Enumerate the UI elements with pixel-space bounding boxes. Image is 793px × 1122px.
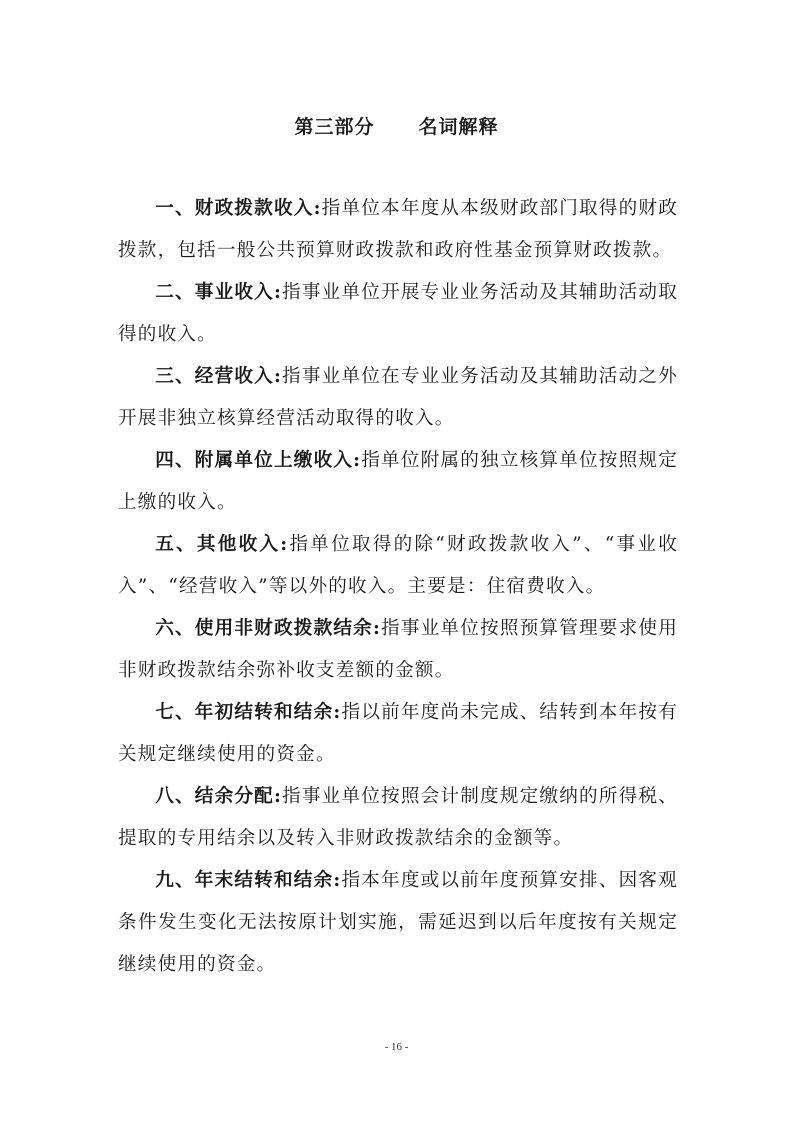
definition-text: 指以前年度尚未完成、结转到本年按有关规定继续使用的资金。	[118, 702, 678, 765]
definition-term: 六、使用非财政拨款结余:	[155, 618, 382, 639]
page-number: - 16 -	[384, 1041, 409, 1053]
definition-term: 七、年初结转和结余:	[155, 702, 342, 723]
definitions-list	[118, 188, 678, 986]
title-part: 第三部分	[294, 116, 375, 138]
page-title	[0, 112, 793, 139]
definition-item	[118, 188, 678, 272]
definition-item	[118, 776, 678, 860]
definition-item	[118, 440, 678, 524]
title-heading: 名词解释	[418, 116, 499, 138]
definition-item	[118, 272, 678, 356]
definition-term: 四、附属单位上缴收入:	[155, 450, 362, 471]
definition-term: 三、经营收入:	[155, 366, 283, 387]
definition-term: 五、其他收入:	[155, 534, 289, 555]
definition-text: 指事业单位在专业业务活动及其辅助活动之外开展非独立核算经营活动取得的收入。	[118, 366, 678, 429]
definition-text: 指本年度或以前年度预算安排、因客观条件发生变化无法按原计划实施，需延迟到以后年度按有关规定继续使用的资金。	[118, 870, 678, 975]
definition-text: 指事业单位按照预算管理要求使用非财政拨款结余弥补收支差额的金额。	[118, 618, 678, 681]
definition-text: 指单位附属的独立核算单位按照规定上缴的收入。	[118, 450, 678, 513]
definition-item	[118, 356, 678, 440]
definition-item	[118, 608, 678, 692]
definition-text: 指事业单位按照会计制度规定缴纳的所得税、提取的专用结余以及转入非财政拨款结余的金额等。	[118, 786, 678, 849]
definition-term: 九、年末结转和结余:	[155, 870, 342, 891]
definition-term: 二、事业收入:	[155, 282, 283, 303]
definition-text: 指事业单位开展专业业务活动及其辅助活动取得的收入。	[118, 282, 678, 345]
definition-item	[118, 860, 678, 986]
definition-term: 一、财政拨款收入:	[155, 198, 322, 219]
definition-text: 指单位取得的除“财政拨款收入”、“事业收入”、“经营收入”等以外的收入。主要是：住宿费收入。	[118, 534, 678, 597]
definition-term: 八、结余分配:	[155, 786, 283, 807]
definition-text: 指单位本年度从本级财政部门取得的财政拨款，包括一般公共预算财政拨款和政府性基金预算财政拨款。	[118, 198, 678, 261]
definition-item	[118, 692, 678, 776]
definition-item	[118, 524, 678, 608]
